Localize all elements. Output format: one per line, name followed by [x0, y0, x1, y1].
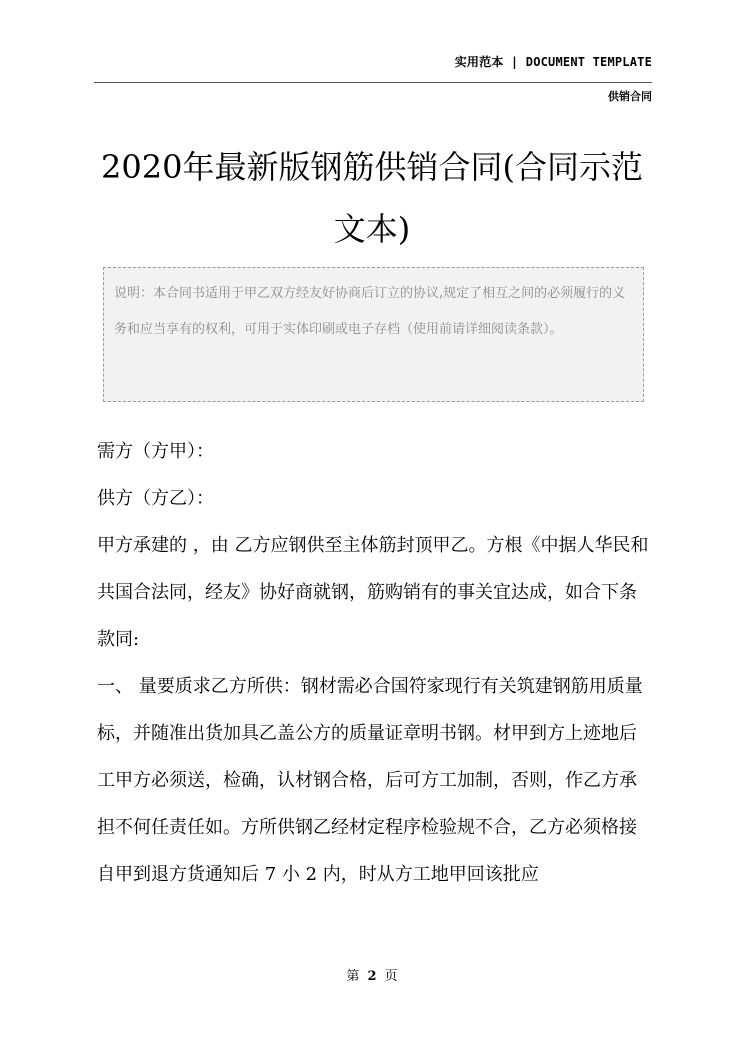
party-b-line: 供方（方乙）：: [97, 488, 214, 509]
document-body: [97, 428, 654, 898]
party-a-line: 需方（方甲）：: [97, 441, 214, 462]
intro-paragraph: 甲方承建的 ，由 乙方应钢供至主体筋封顶甲乙。方根《中据人华民和共国合法同，经友》协好商就钢，筋购销有的事关宜达成，如合下条款同:: [97, 535, 649, 650]
page-prefix: 第: [346, 969, 360, 984]
note-box: [103, 267, 644, 402]
header-tagline: 实用范本 | DOCUMENT TEMPLATE: [454, 55, 652, 69]
page-suffix: 页: [384, 969, 398, 984]
note-text: 说明：本合同书适用于甲乙双方经友好协商后订立的协议,规定了相互之间的必须履行的义务和应当享有的权利，可用于实体印刷或电子存档（使用前请详细阅读条款）。: [114, 286, 626, 337]
page-footer: [0, 965, 744, 984]
page-number: 2: [367, 969, 377, 984]
clause-1-paragraph: 一、 量要质求乙方所供：钢材需必合国符家现行有关筑建钢筋用质量标，并随准出货加具乙盖公方的质量证章明书钢。材甲到方上迹地后工甲方必须送，检确，认材钢合格，后可方工加制，否则，作乙方承担不何任责任如。方所供钢乙经材定程序检验规不合，乙方必须格接自甲到退方货通知后 7 小 2 内，时从方工地甲回该批应: [97, 676, 643, 885]
document-title: 2020年最新版钢筋供销合同(合同示范文本): [101, 148, 643, 248]
header-divider: [94, 82, 652, 83]
header-category: 供销合同: [608, 90, 652, 103]
